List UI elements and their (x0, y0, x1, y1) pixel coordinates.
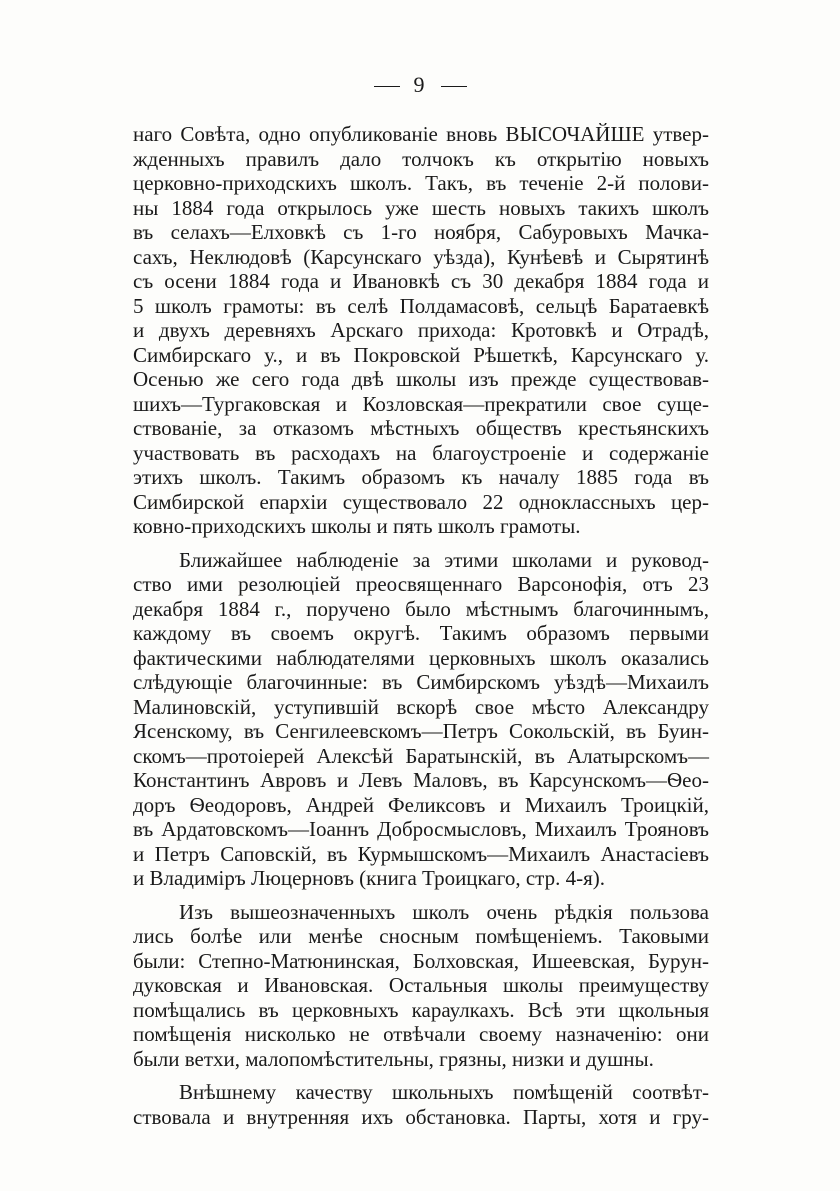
text-line: дуковская и Ивановская. Остальныя школы преимуществу (133, 973, 709, 997)
text-line: Ближайшее наблюденіе за этими школами и руковод- (179, 547, 709, 572)
text-line: наго Совѣта, одно опубликованіе вновь ВЫСОЧАЙШЕ утвер- (133, 122, 709, 146)
text-line: ствовала и внутренняя ихъ обстановка. Парты, хотя и гру- (133, 1104, 709, 1129)
text-line: каждому въ своемъ округѣ. Такимъ образомъ первыми (133, 621, 709, 645)
paragraph-gap (133, 539, 709, 548)
text-line: ны 1884 года открылось уже шесть новыхъ такихъ школъ (133, 195, 709, 220)
page-number-value: 9 (413, 72, 427, 97)
text-line: декабря 1884 г., поручено было мѣстнымъ благочиннымъ, (133, 596, 709, 621)
text-line: и Владиміръ Люцерновъ (книга Троицкаго, стр. 4-я). (133, 866, 605, 890)
text-line: съ осени 1884 года и Ивановкѣ съ 30 декабря 1884 года и (133, 269, 709, 293)
text-line: Константинъ Авровъ и Левъ Маловъ, въ Карсунскомъ—Ѳео- (133, 768, 709, 792)
text-line: шихъ—Тургаковская и Козловская—прекратили свое суще- (133, 391, 709, 416)
paragraph-1 (133, 122, 709, 539)
text-line: были ветхи, малопомѣстительны, грязны, низки и душны. (133, 1046, 654, 1071)
text-line: жденныхъ правилъ дало толчокъ къ открытію новыхъ (133, 146, 709, 171)
paragraph-gap (133, 891, 709, 900)
text-line: были: Степно-Матюнинская, Болховская, Ишеевская, Бурун- (133, 948, 709, 973)
page-number-left-dash (374, 86, 400, 87)
text-line: Осенью же сего года двѣ школы изъ прежде существовав- (133, 367, 709, 391)
text-line: доръ Ѳеодоровъ, Андрей Феликсовъ и Михаилъ Троицкій, (133, 792, 709, 817)
text-line: слѣдующіе благочинные: въ Симбирскомъ уѣздѣ—Михаилъ (133, 670, 709, 694)
text-line: этихъ школъ. Такимъ образомъ къ началу 1885 года въ (133, 465, 709, 489)
paragraph-3 (133, 900, 709, 1072)
text-line: Изъ вышеозначенныхъ школъ очень рѣдкія пользова (179, 899, 709, 924)
text-line: скомъ—протоіерей Алексѣй Баратынскій, въ Алатырскомъ— (133, 743, 709, 768)
text-line: церковно-приходскихъ школъ. Такъ, въ теченіе 2-й полови- (133, 171, 709, 195)
text-line: Малиновскій, уступившій вскорѣ свое мѣсто Александру (133, 694, 709, 719)
text-line: ство ими резолюціей преосвященнаго Варсонофія, отъ 23 (133, 572, 709, 596)
text-body (133, 122, 709, 1129)
page-number (0, 72, 840, 98)
text-line: и двухъ деревняхъ Арскаго прихода: Кротовкѣ и Отрадѣ, (133, 318, 709, 342)
text-line: помѣщенія нисколько не отвѣчали своему назначенію: они (133, 1022, 709, 1046)
text-line: лись болѣе или менѣе сносным помѣщеніемъ. Таковыми (133, 924, 709, 948)
paragraph-2 (133, 548, 709, 891)
text-line: Ясенскому, въ Сенгилеевскомъ—Петръ Сокольскій, въ Буин- (133, 719, 709, 743)
text-line: Симбирской епархіи существовало 22 одноклассныхъ цер- (133, 489, 709, 514)
text-line: ствованіе, за отказомъ мѣстныхъ обществъ крестьянскихъ (133, 416, 709, 440)
paragraph-4 (133, 1080, 709, 1129)
text-line: Симбирскаго у., и въ Покровской Рѣшеткѣ, Карсунскаго у. (133, 342, 709, 367)
text-line: сахъ, Неклюдовѣ (Карсунскаго уѣзда), Кунѣевѣ и Сырятинѣ (133, 244, 709, 269)
text-line: участвовать въ расходахъ на благоустроеніе и содержаніе (133, 440, 709, 465)
page-number-right-dash (441, 86, 467, 87)
text-line: Внѣшнему качеству школьныхъ помѣщеній соотвѣт- (179, 1080, 709, 1104)
text-line: помѣщались въ церковныхъ караулкахъ. Всѣ эти щкольныя (133, 997, 709, 1022)
text-line: въ Ардатовскомъ—Іоаннъ Добросмысловъ, Михаилъ Трояновъ (133, 817, 709, 841)
text-line: ковно-приходскихъ школы и пять школъ грамоты. (133, 514, 581, 538)
paragraph-gap (133, 1071, 709, 1080)
text-line: фактическими наблюдателями церковныхъ школъ оказались (133, 645, 709, 670)
text-line: и Петръ Саповскій, въ Курмышскомъ—Михаилъ Анастасіевъ (133, 841, 709, 866)
text-line: 5 школъ грамоты: въ селѣ Полдамасовѣ, сельцѣ Баратаевкѣ (133, 293, 709, 318)
text-line: въ селахъ—Елховкѣ съ 1-го ноября, Сабуровыхъ Мачка- (133, 220, 709, 244)
